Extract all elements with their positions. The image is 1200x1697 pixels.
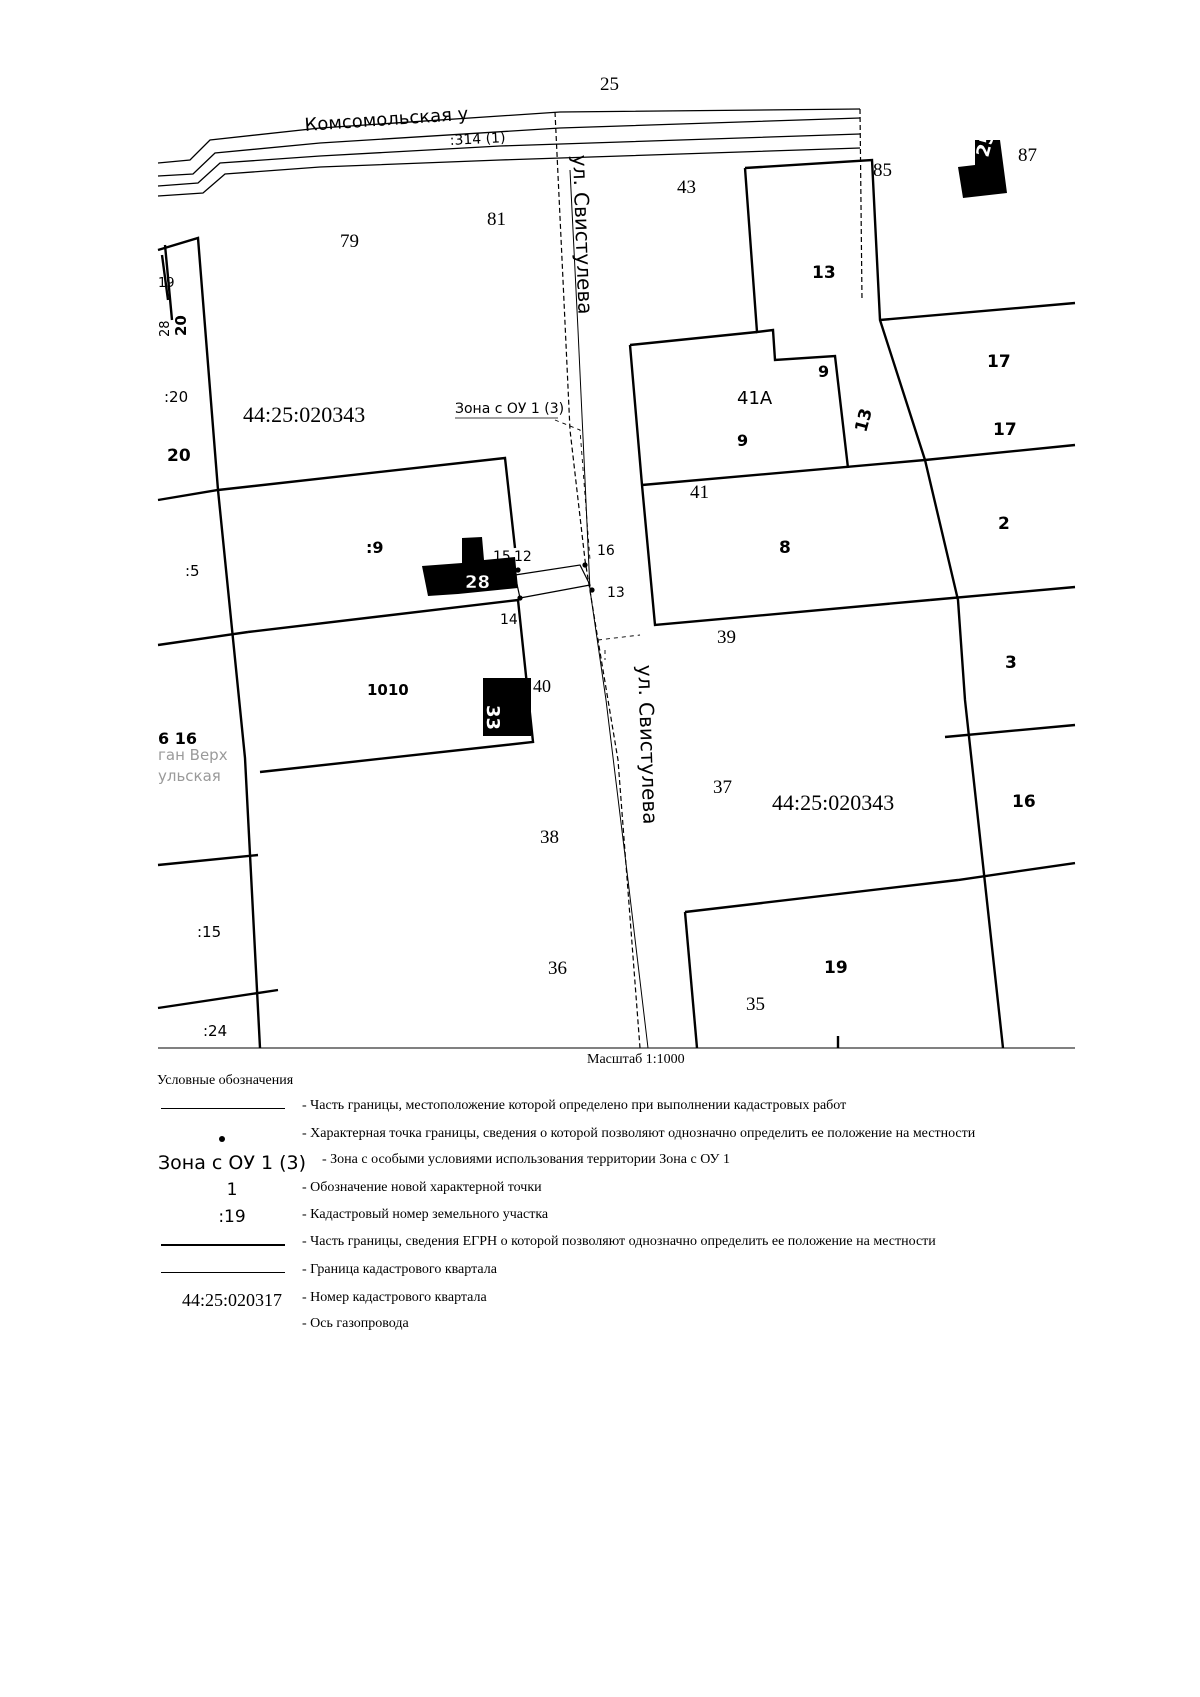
- legend-symbol-thick-line: [161, 1244, 285, 1246]
- legend-title: Условные обозначения: [157, 1073, 294, 1088]
- parcel-boundaries: [158, 160, 1075, 1048]
- parcel-label: :9: [366, 538, 384, 557]
- parcel-label: 1010: [367, 681, 409, 699]
- parcel-label: 19: [158, 276, 175, 291]
- faded-text: [158, 746, 228, 785]
- parcel-label: 87: [1018, 145, 1037, 166]
- point-label: 13: [607, 585, 625, 601]
- parcel-label: 17: [993, 420, 1017, 440]
- point-label: 14: [500, 612, 518, 628]
- new-parcel-boundary: [515, 565, 590, 598]
- street-top-number: :314 (1): [449, 130, 506, 149]
- legend-symbol-point-number: 1: [226, 1180, 238, 1200]
- parcel-label: 43: [677, 177, 696, 198]
- road-komsomolskaya: [158, 109, 860, 196]
- legend-symbol-zone: Зона с ОУ 1 (3): [157, 1152, 306, 1174]
- street-top-label: Комсомольская у: [303, 103, 469, 136]
- legend-item-gas-pipeline: [157, 1316, 1087, 1344]
- parcel-label: 3: [1005, 653, 1017, 673]
- parcel-label: :24: [203, 1022, 228, 1040]
- legend-item-characteristic-point: [157, 1126, 1087, 1154]
- parcel-label: 35: [746, 994, 765, 1015]
- parcel-label: 19: [824, 958, 848, 978]
- legend-item-quarter-boundary: [157, 1262, 1087, 1290]
- quarter-number-right: 44:25:020343: [772, 790, 895, 815]
- zone-label: Зона с ОУ 1 (3): [455, 401, 565, 417]
- parcel-label: 6 16: [158, 729, 197, 748]
- parcel-label: 8: [779, 538, 791, 558]
- legend-item-egrn-boundary: [157, 1234, 1087, 1262]
- parcel-label: :15: [197, 923, 222, 941]
- parcel-label: 28: [158, 320, 173, 337]
- parcel-label: 41: [690, 482, 709, 503]
- parcel-label: 38: [540, 827, 559, 848]
- legend-text: - Зона с особыми условиями использования территории Зона с ОУ 1: [322, 1152, 730, 1167]
- legend-symbol-dot: [219, 1136, 225, 1142]
- legend-symbol-parcel-number: :19: [218, 1207, 246, 1227]
- legend-item-quarter-number: [157, 1290, 1087, 1318]
- parcel-label: 79: [340, 231, 359, 252]
- parcel-label: 2: [998, 514, 1010, 534]
- parcel-label: 9: [818, 362, 830, 381]
- legend-text: - Часть границы, сведения ЕГРН о которой позволяют однозначно определить ее положение на местности: [302, 1234, 936, 1249]
- parcel-label: 36: [548, 958, 567, 979]
- scale-caption: Масштаб 1:1000: [587, 1052, 685, 1067]
- building-number-28: 28: [465, 572, 491, 593]
- point-label: 40: [533, 676, 551, 696]
- svg-text:ган Верх: ган Верх: [158, 746, 228, 764]
- parcel-labels: [158, 145, 1037, 1040]
- legend-item-parcel-number: [157, 1207, 1087, 1235]
- parcel-label: 9: [737, 431, 749, 450]
- legend-item-defined-boundary: [157, 1098, 1087, 1126]
- characteristic-points: [515, 562, 594, 600]
- point-label: 12: [514, 549, 532, 565]
- parcel-label: 13: [851, 406, 877, 435]
- legend-text: - Характерная точка границы, сведения о которой позволяют однозначно определить ее положение на местности: [302, 1126, 976, 1141]
- legend-text: - Обозначение новой характерной точки: [302, 1180, 542, 1195]
- point-label: 15: [493, 549, 511, 565]
- street-svistuleva-edges: [555, 109, 862, 1048]
- legend-item-new-point: [157, 1180, 1087, 1208]
- legend-symbol-thin-line: [161, 1108, 285, 1109]
- buildings: [422, 140, 1007, 736]
- parcel-label: 20: [172, 315, 190, 336]
- legend-symbol-quarter-line: [161, 1272, 285, 1273]
- legend-symbol-quarter-number: 44:25:020317: [181, 1290, 282, 1310]
- legend-text: - Граница кадастрового квартала: [302, 1262, 497, 1277]
- parcel-label: 16: [1012, 792, 1036, 812]
- legend-text: - Часть границы, местоположение которой определено при выполнении кадастровых работ: [302, 1098, 847, 1113]
- street-svistuleva-label-2: ул. Свистулева: [633, 664, 663, 825]
- page-number: 25: [600, 74, 619, 95]
- building-number-25: 25: [972, 129, 1000, 160]
- building-number-33: 33: [482, 705, 503, 731]
- legend-text: - Номер кадастрового квартала: [302, 1290, 487, 1305]
- parcel-label: :5: [185, 562, 200, 580]
- parcel-label: 13: [812, 263, 836, 283]
- parcel-label: 17: [987, 352, 1011, 372]
- parcel-label: 41A: [737, 388, 773, 409]
- legend-item-zone: [157, 1152, 1087, 1180]
- quarter-number-left: 44:25:020343: [243, 402, 366, 427]
- parcel-label: 37: [713, 777, 732, 798]
- parcel-label: :20: [164, 388, 189, 406]
- parcel-label: 20: [167, 446, 191, 466]
- point-label: 16: [597, 543, 615, 559]
- legend-text: - Кадастровый номер земельного участка: [302, 1207, 549, 1222]
- zone-ou1-lines: [555, 420, 640, 660]
- legend-text: - Ось газопровода: [302, 1316, 409, 1331]
- parcel-label: 85: [873, 160, 892, 181]
- parcel-label: 39: [717, 627, 736, 648]
- svg-text:ульская: ульская: [158, 767, 221, 785]
- parcel-label: 81: [487, 209, 506, 230]
- street-svistuleva-label-1: ул. Свистулева: [568, 154, 598, 315]
